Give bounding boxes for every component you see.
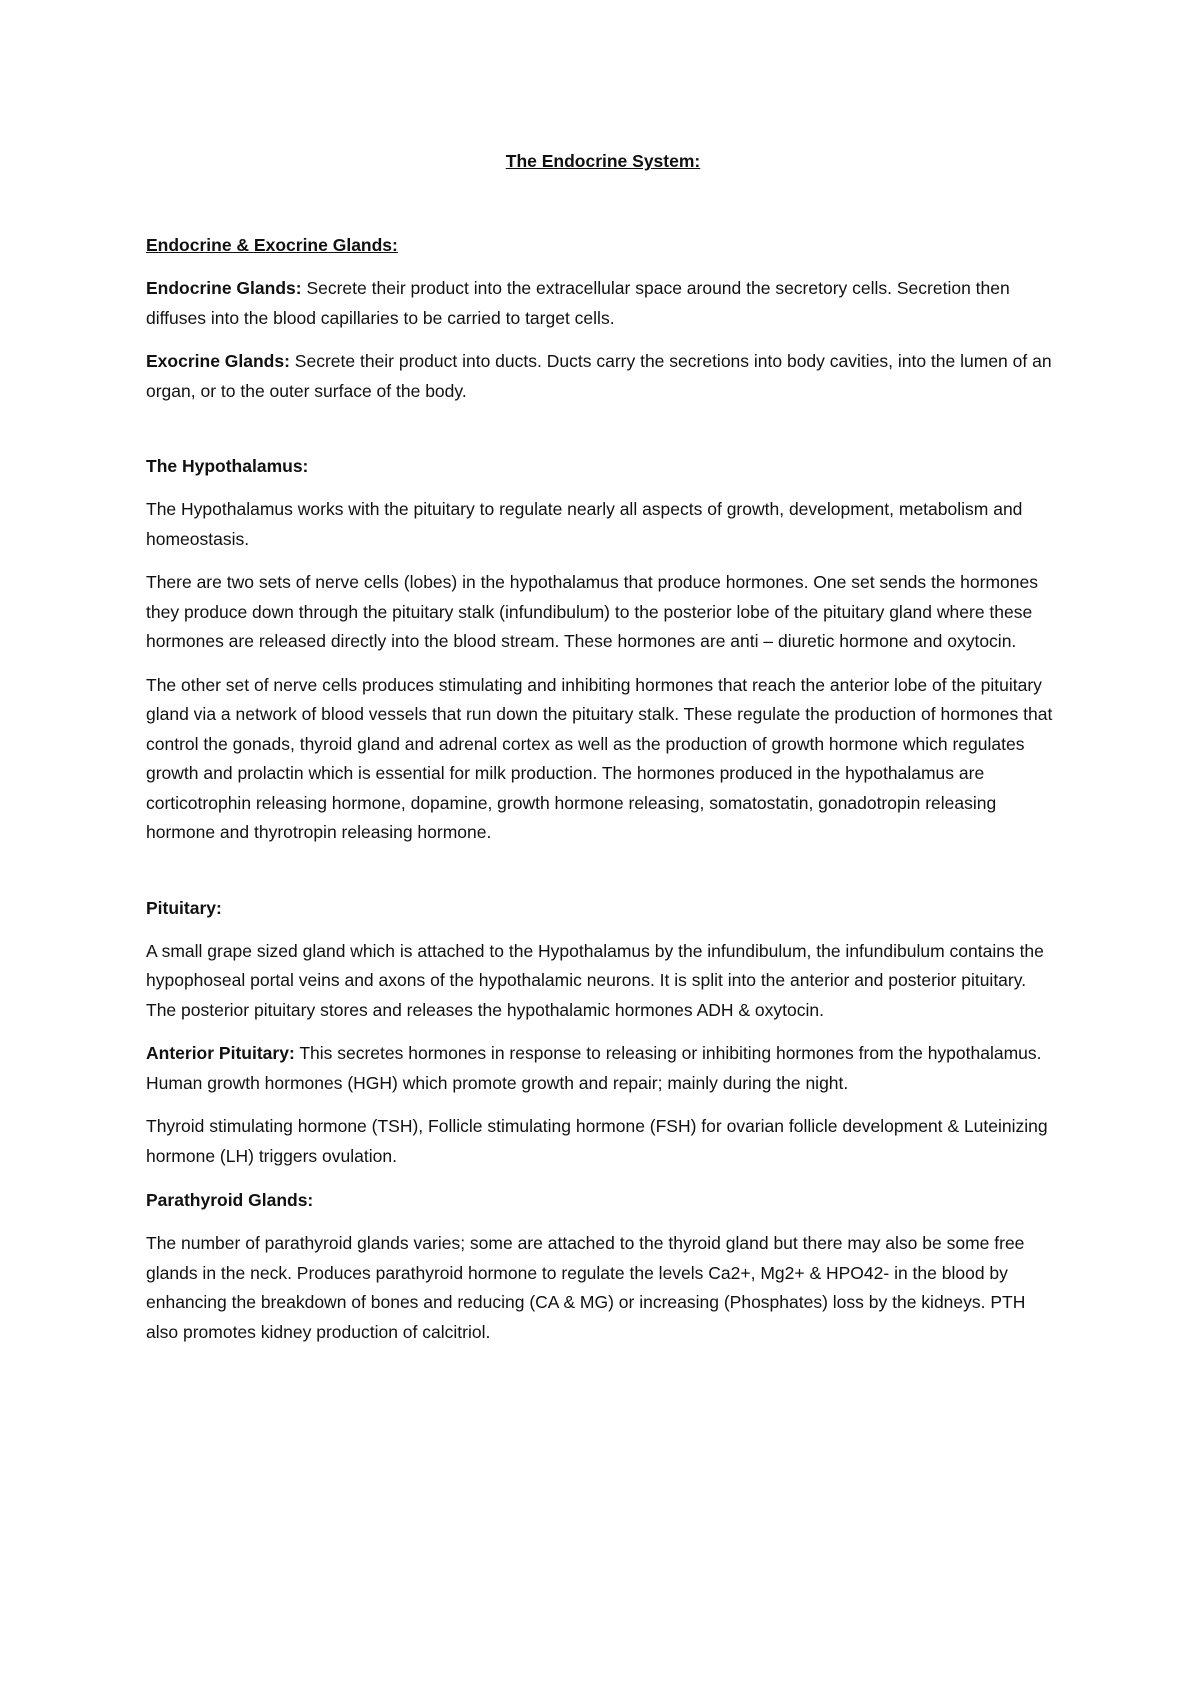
pituitary-intro-paragraph: A small grape sized gland which is attached to the Hypothalamus by the infundibulum, the infundibulum contains the hypophoseal portal veins and axons of the hypothalamic neurons. It is split into the anterior and posterior pituitary. The posterior pituitary stores and releases the hypothalamic hormones ADH & oxytocin.: [146, 940, 1044, 1020]
hypothalamus-paragraph-3: The other set of nerve cells produces stimulating and inhibiting hormones that reach the anterior lobe of the pituitary gland via a network of blood vessels that run down the pituitary stalk. These regulate the production of hormones that control the gonads, thyroid gland and adrenal cortex as well as the production of growth hormone which regulates growth and prolactin which is essential for milk production. The hormones produced in the hypothalamus are corticotrophin releasing hormone, dopamine, growth hormone releasing, somatostatin, gonadotropin releasing hormone and thyrotropin releasing hormone.: [146, 674, 1053, 842]
exocrine-glands-text: Secrete their product into ducts. Ducts carry the secretions into body cavities, into the lumen of an organ, or to the outer surface of the body.: [146, 351, 1052, 401]
pituitary-hormones-paragraph: Thyroid stimulating hormone (TSH), Follicle stimulating hormone (FSH) for ovarian follicle development & Luteinizing hormone (LH) triggers ovulation.: [146, 1116, 1048, 1166]
anterior-pituitary-text: This secretes hormones in response to releasing or inhibiting hormones from the hypothalamus. Human growth hormones (HGH) which promote growth and repair; mainly during the night.: [146, 1043, 1042, 1093]
hypothalamus-paragraph-2: There are two sets of nerve cells (lobes) in the hypothalamus that produce hormones. One set sends the hormones they produce down through the pituitary stalk (infundibulum) to the posterior lobe of the pituitary gland where these hormones are released directly into the blood stream. These hormones are anti – diuretic hormone and oxytocin.: [146, 572, 1039, 651]
exocrine-glands-term: Exocrine Glands:: [146, 351, 290, 371]
hypothalamus-heading: The Hypothalamus:: [146, 456, 309, 476]
pituitary-heading: Pituitary:: [146, 897, 222, 918]
glands-heading: Endocrine & Exocrine Glands:: [146, 235, 398, 255]
hypothalamus-paragraph-1: The Hypothalamus works with the pituitary to regulate nearly all aspects of growth, development, metabolism and homeostasis.: [146, 499, 1023, 549]
document-title: The Endocrine System:: [505, 151, 701, 171]
parathyroid-paragraph: The number of parathyroid glands varies; some are attached to the thyroid gland but there may also be some free glands in the neck. Produces parathyroid hormone to regulate the levels Ca2+, Mg2+ & HPO42- in the blood by enhancing the breakdown of bones and reducing (CA & MG) or increasing (Phosphates) loss by the kidneys. PTH also promotes kidney production of calcitriol.: [146, 1233, 1026, 1342]
endocrine-glands-term: Endocrine Glands:: [146, 278, 302, 298]
exocrine-glands-paragraph: [146, 347, 1060, 406]
anterior-pituitary-term: Anterior Pituitary:: [146, 1043, 295, 1063]
endocrine-glands-paragraph: [146, 274, 1060, 333]
endocrine-glands-text: Secrete their product into the extracellular space around the secretory cells. Secretion then diffuses into the blood capillaries to be carried to target cells.: [146, 278, 1010, 328]
anterior-pituitary-paragraph: [146, 1039, 1060, 1098]
parathyroid-heading: Parathyroid Glands:: [146, 1190, 314, 1210]
